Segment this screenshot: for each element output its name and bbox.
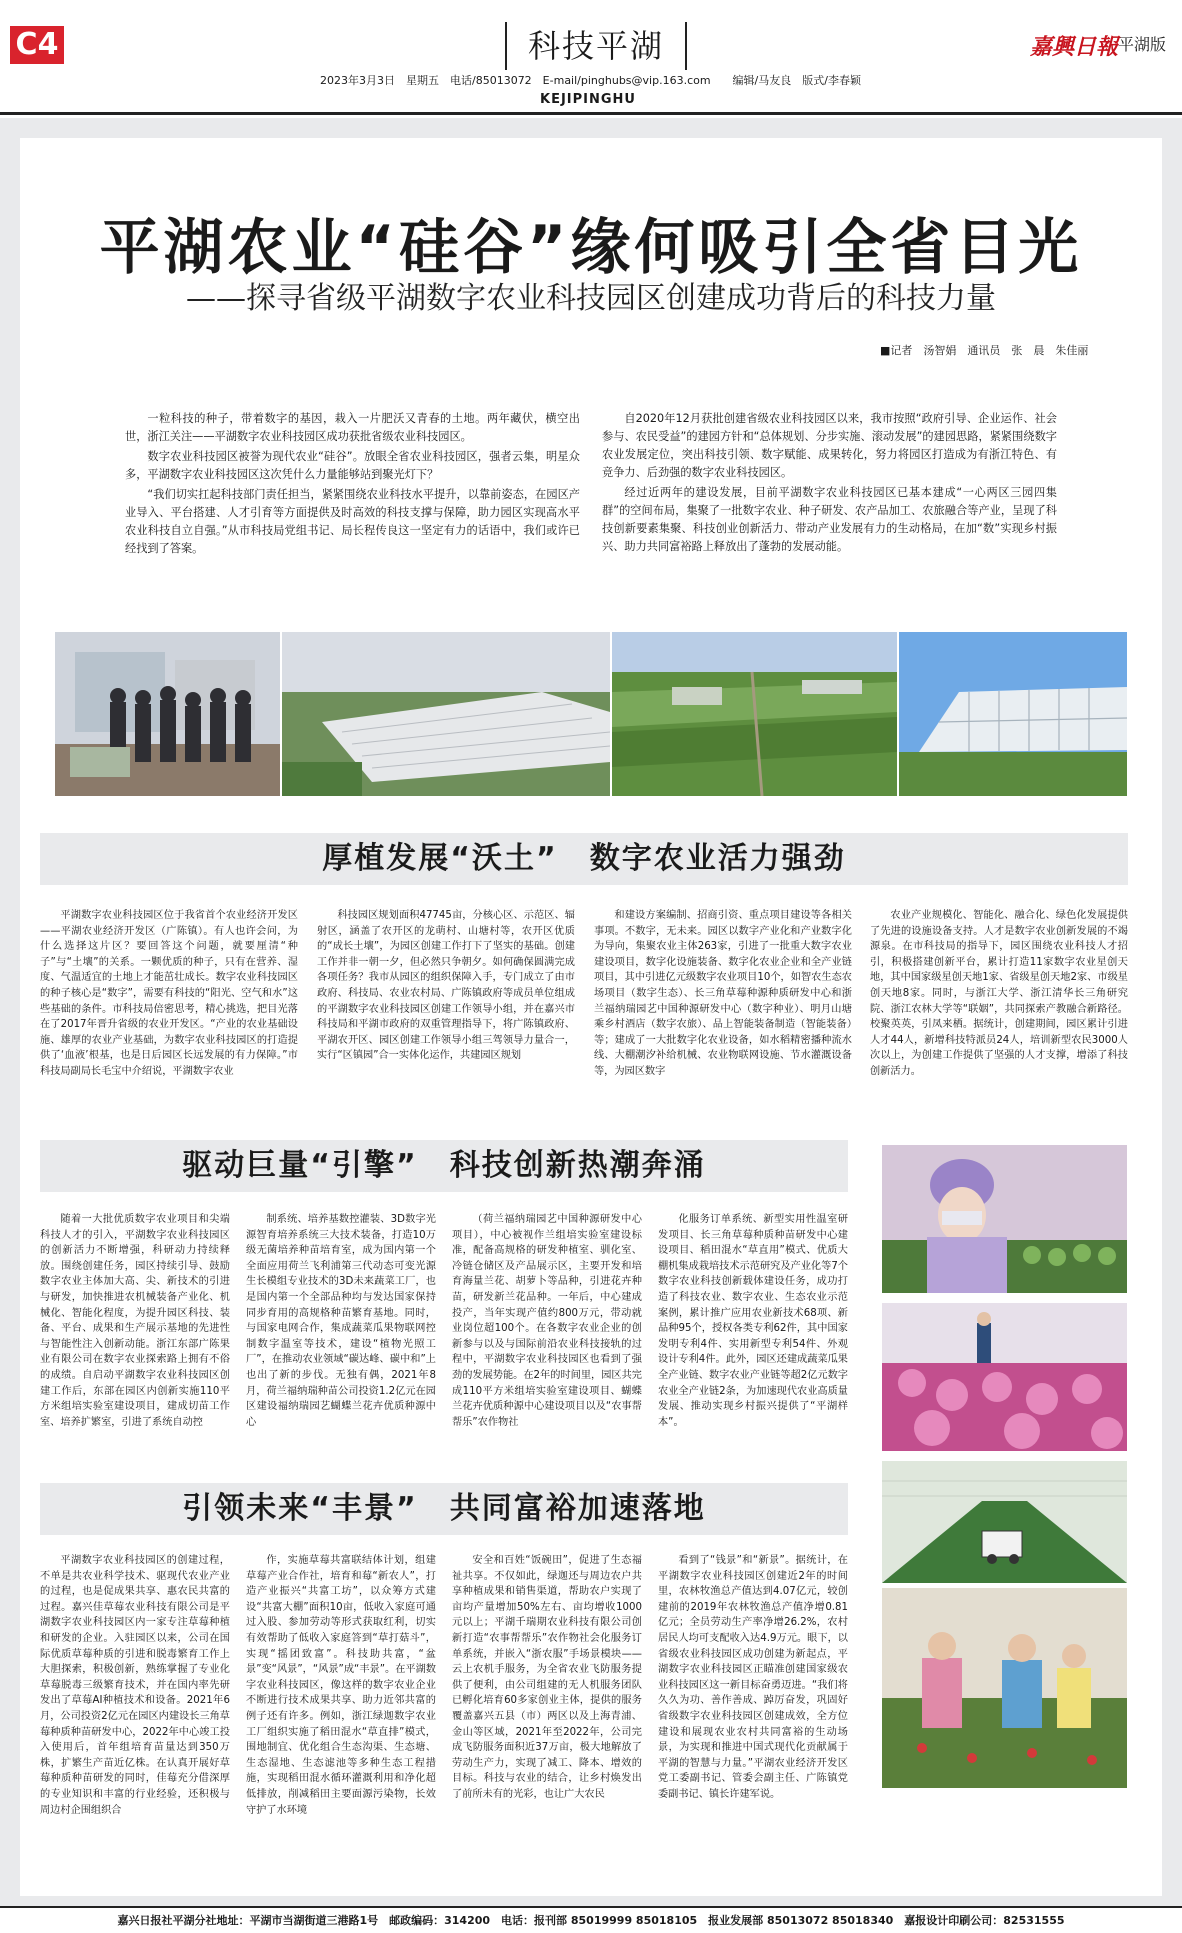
article-byline: ■记者 汤智娟 通讯员 张 晨 朱佳丽 [880,344,1089,357]
lead-paragraph: “我们切实扛起科技部门责任担当，紧紧围绕农业科技水平提升，以靠前姿态，在园区产业导入、平台搭建、人才引育等方面提供及时高效的科技支撑与保障，助力园区实现高水平农业科技自立自强。”从市科技局党组书记、局长程传良这一坚定有力的话语中，我们或许已经找到了答案。 [125,488,580,555]
text-column [658,1553,848,1888]
issue-info-line: 2023年3月3日 星期五 电话/85013072 E-mail/pinghubs@vip.163.com 编辑/马友良 版式/李春颖 [320,74,861,87]
meeting-photo [55,632,280,796]
flower-farm-photo [882,1303,1127,1451]
text-column [594,908,852,1243]
text-column [317,908,575,1243]
body-paragraph: 看到了“钱景”和“新景”。据统计，在平湖数字农业科技园区创建近2年的时间里，农林牧渔总产值达到4.07亿元，较创建前的2019年农林牧渔总产值净增0.81亿元；全员劳动生产率净增26.2%，农村居民人均可支配收入达4.9万元。眼下，以省级农业科技园区成功创建为新起点，平湖数字农业科技园区正瞄准创建国家级农业科技园区这一新目标奋勇迈进。“我们将久久为功、善作善成、踔厉奋发，巩固好省级数字农业科技园区创建成效，全方位建设和展现农业农村共同富裕的生动场景，为实现和推进中国式现代化贡献属于平湖的智慧与力量。”平湖农业经济开发区党工委副书记、管委会副主任、广陈镇党委副书记、镇长许建军说。 [658,1555,848,1800]
body-paragraph: （荷兰福纳瑞园艺中国种源研发中心项目），中心被视作兰组培实验室建设标准，配备高规格的研发种植室、驯化室、冷链仓储区及产品展示区，主要开发和培育海量兰花、胡萝卜等品种，引进花卉种苗，研发新兰花品种。一年后，中心建成投产，当年实现产值约800万元，带动就业岗位超100个。在各数字农业企业的创新参与以及与国际前沿农业科技接轨的过程中，平湖数字农业科技园区也看到了强劲的发展势能。在2年的时间里，园区共完成110平方米组培实验室建设项目、蝴蝶兰花卉优质种源中心建设项目以及“农事帮帮乐”农作物社 [452,1214,642,1428]
text-column [452,1553,642,1888]
section-body-3 [40,1553,1128,1888]
body-paragraph: 和建设方案编制、招商引资、重点项目建设等各相关事项。不数字，无未来。园区以数字产业化和产业数字化为导向，集聚农业主体263家，引进了一批重大数字农业建设项目，数字化设施装备、数字化农业企业和全产业链项目，其中引进亿元级数字农业项目10个，如智农生态农场项目（数字生态）、长三角草莓种源种质研发中心和浙兰福纳瑞园艺中国种源研发中心（数字种业）、明月山塘乘乡村酒店（数字农旅）、品上智能装备制造（智能装备）等；建成了一大批数字化农业设备，如水稻精密播种流水线、大棚潮汐补给机械、农业物联网设施、节水灌溉设备等，为园区数字 [594,910,852,1077]
text-column [658,1212,848,1462]
section-heading-2: 驱动巨量“引擎” 科技创新热潮奔涌 [40,1140,848,1192]
body-paragraph: 平湖数字农业科技园区的创建过程，不单是共农业科学技术、驱现代农业产业的过程，也是促成果共享、惠农民共富的过程。嘉兴佳草莓农业科技有限公司是平湖数字农业科技园区内一家专注草莓种植和研发的企业。入驻园区以来，公司在国际优质草莓种质的引进和脱毒繁育工作上大胆探索，积极创新，熟练掌握了专业化草莓脱毒三级繁育技术，并在国内率先研发出了草莓AI种植技术和设备。2021年6月，公司投资2亿元在园区内建设长三角草莓种质种苗研发中心，2022年中心竣工投入使用后，首年组培育苗量达到350万株，扩繁生产苗近亿株。在认真开展好草莓种质种苗研发的同时，佳莓充分借深厚的专业知识和丰富的行业经验，还积极与周边村企围组织合 [40,1555,230,1816]
text-column [40,908,298,1243]
aerial-fields-photo [612,632,897,796]
section-heading-1: 厚植发展“沃土” 数字农业活力强劲 [40,833,1128,885]
aerial-greenhouse-photo [282,632,610,796]
body-paragraph: 随着一大批优质数字农业项目和尖端科技人才的引入，平湖数字农业科技园区的创新活力不断增强，科研动力持续释放。围绕创建任务，园区持续引导、鼓励数字农业主体加大高、尖、新技术的引进与研发，加快推进农机械装备产业化、机械化、智能化程度，为提升园区科技、装备、平台、成果和生产展示基地的先进性与智能性注入创新动能。浙江东部广陈果业有限公司在数字农业探索路上拥有不俗的成绩。自启动平湖数字农业科技园区创建工作后，东部在园区内创新实施110平方米组培实验室建设项目，建成切苗工作室、培养扩繁室，引进了系统自动控 [40,1214,230,1428]
body-paragraph: 制系统、培养基数控灌装、3D数字光源智育培养系统三大技术装备，打造10万级无菌培养种苗培育室，成为国内第一个全面应用荷兰飞利浦第三代动态可变光源生长模组专业技术的3D未来蔬菜工厂，也是国内第一个全部品种均与发达国家保持同步育用的高规格种苗繁育基地。同时，与国家电网合作，集成蔬菜瓜果物联网控制数字温室等技术，建设“植物光照工厂”，在推动农业领域“碳达峰、碳中和”上也出了新的步伐。无独有偶，2021年8月，荷兰福纳瑞种苗公司投资1.2亿元在园区建设福纳瑞园艺蝴蝶兰花卉优质种源中心 [246,1214,436,1428]
body-paragraph: 化服务订单系统、新型实用性温室研发项目、长三角草莓种质种苗研发中心建设项目、稻田混水“草直用”模式、优质大棚机集成栽培技术示范研究及产业化等7个数字农业科技创新载体建设任务，成功打造了科技农业、数字农业、生态农业示范案例，累计推广应用农业新技术68项、新品种95个，授权各类专利62件，其中国家发明专利4件、实用新型专利54件、外观设计专利4件。此外，园区还建成蔬菜瓜果全产业链、数字农业产业链等超2亿元数字农业全产业链2条，为加速现代农业高质量发展、推动实现乡村振兴提供了“平湖样本”。 [658,1214,848,1428]
section-pinyin: KEJIPINGHU [540,92,636,107]
glass-greenhouse-photo [899,632,1127,796]
page-number-tag: C4 [10,26,64,64]
section-heading-3: 引领未来“丰景” 共同富裕加速落地 [40,1483,848,1535]
body-paragraph: 安全和百姓“饭碗田”，促进了生态福祉共享。不仅如此，绿迦还与周边农户共享种植成果和销售渠道，帮助农户实现了亩均产量增加50%左右、亩均增收1000元以上；平湖千瑞期农业科技有限公司创新打造“农事帮帮乐”农作物社会化服务订单系统，并嵌入“浙农服”手场景模块——云上农机手服务，为全省农业飞防服务提供了便利，由公司组建的无人机服务团队已孵化培育60多家创业主体，提供的服务覆盖嘉兴五县（市）两区以及上海青浦、金山等区域，2021年至2022年，公司完成飞防服务面积近37万亩，极大地解放了劳动生产力，实现了减工、降本、增效的目标。科技与农业的结合，让乡村焕发出了前所未有的光彩，也让广大农民 [452,1555,642,1800]
section-body-2 [40,1212,848,1462]
text-column [40,1553,230,1888]
lab-technician-photo [882,1145,1127,1293]
text-column [452,1212,642,1462]
footer-divider [0,1906,1182,1908]
lead-paragraphs-left [125,410,580,575]
lead-paragraph: 经过近两年的建设发展，目前平湖数字农业科技园区已基本建成“一心两区三园四集群”的空间布局，集聚了一批数字农业、种子研发、农产品加工、农旅融合等产业，呈现了科技创新要素集聚、科技创业创新活力、带动产业发展有力的生动格局，在加“数”实现乡村振兴、助力共同富裕路上释放出了蓬勃的发展动能。 [602,486,1057,553]
body-paragraph: 科技园区规划面积47745亩，分核心区、示范区、辐射区，涵盖了农开区的龙萌村、山塘村等，农开区优质的“成长土壤”，为园区创建工作打下了坚实的基础。创建工作并非一朝一夕，但必然只争朝夕。如何确保圆满完成各项任务？我市从园区的组织保障入手，专门成立了由市政府、科技局、农业农村局、广陈镇政府等成员单位组成的平湖数字农业科技园区创建工作领导小组，并在嘉兴市科技局和平湖市政府的双重管理指导下，将广陈镇政府、平湖农开区、园区创建工作领导小组三驾领导力量合一，实行“区镇园”合一实体化运作，共建园区规划 [317,910,575,1062]
article-subheadline: ——探寻省级平湖数字农业科技园区创建成功背后的科技力量 [186,281,996,316]
lead-paragraph: 数字农业科技园区被誉为现代农业“硅谷”。放眼全省农业科技园区，强者云集，明星众多，平湖数字农业科技园区这次凭什么力量能够站到聚光灯下？ [125,450,580,481]
article-headline: 平湖农业“硅谷”缘何吸引全省目光 [99,213,1083,283]
section-title: 科技平湖 [505,22,687,70]
body-paragraph: 平湖数字农业科技园区位于我省首个农业经济开发区——平湖农业经济开发区（广陈镇）。有人也许会问，为什么选择这片区？要回答这个问题，就要厘清“种子”与“土壤”的关系。一颗优质的种子，只有在营养、湿度、气温适宜的土地上才能茁壮成长。数字农业科技园区的种子核心是“数字”，需要有科技的“阳光、空气和水”这些基础的条件。市科技局倍密思考，精心挑选，把目光落在了2017年晋升省级的农业开发区。“产业的农业基础设施、雄厚的农业产业基础，为数字农业科技园区的打造提供了‘血液’根基，也是日后园区长远发展的有力保障。”市科技局副局长毛宝中介绍说，平湖数字农业 [40,910,298,1077]
publisher-footer: 嘉兴日报社平湖分社地址：平湖市当湖街道三港路1号 邮政编码：314200 电话：报刊部 85019999 85018105 报业发展部 85013072 85018340 嘉报设计印刷公司：82531555 [117,1914,1065,1927]
lead-paragraph: 一粒科技的种子，带着数字的基因，栽入一片肥沃又青春的土地。两年藏伏，横空出世，浙江关注——平湖数字农业科技园区成功获批省级农业科技园区。 [125,412,580,443]
body-paragraph: 农业产业规模化、智能化、融合化、绿色化发展提供了先进的设施设备支持。人才是数字农业创新发展的不竭源泉。在市科技局的指导下，园区围绕农业科技人才招引，积极搭建创新平台，累计打造11家数字农业星创天地，其中国家级星创天地1家、省级星创天地2家、市级星创天地8家。同时，与浙江大学、浙江清华长三角研究院、浙江农林大学等“联姻”，共同探索产教融合新路径。校聚英英，引凤来栖。据统计，创建期间，园区累计引进人才44人，新增科技特派员24人，培训新型农民3000人次以上，为创建工作提供了坚强的人才支撑，增添了科技创新活力。 [870,910,1128,1077]
body-paragraph: 作，实施草莓共富联结体计划，组建草莓产业合作社，培育和莓“新农人”，打造产业振兴“共富工坊”，以众筹方式建设“共富大棚”面积10亩，低收入家庭可通过入股、参加劳动等形式获取红利，切实有效帮助了低收入家庭答到“草打菇斗”，实现“摇团致富”。科技助共富，“盆景”变“风景”，“风景”成“丰景”。在平湖数字农业科技园区，像这样的数字农业企业不断进行技术成果共享、助力近邻共富的例子还有许多。例如，浙江绿迦数字农业工厂组织实施了稻田混水“草直排”模式，围地制宜、优化组合生态沟渠、生态塘、生态湿地、生态滤池等多种生态工程措施，实现稻田混水循环灌溉利用和净化超低排放，削减稻田主要面源污染物，长效守护了水环境 [246,1555,436,1816]
newspaper-masthead: 嘉興日報 [1030,34,1119,60]
edition-label: 平湖版 [1118,35,1167,54]
text-column [246,1553,436,1888]
text-column [246,1212,436,1462]
lead-paragraph: 自2020年12月获批创建省级农业科技园区以来，我市按照“政府引导、企业运作、社会参与、农民受益”的建园方针和“总体规划、分步实施、滚动发展”的建园思路，紧紧围绕数字农业发展定位，突出科技引领、数字赋能、成果转化，努力将园区打造成为有浙江特色、有竞争力、后劲强的数字农业科技园区。 [602,412,1057,479]
text-column [40,1212,230,1462]
header-divider [0,112,1182,115]
lead-paragraphs-right [602,410,1057,575]
